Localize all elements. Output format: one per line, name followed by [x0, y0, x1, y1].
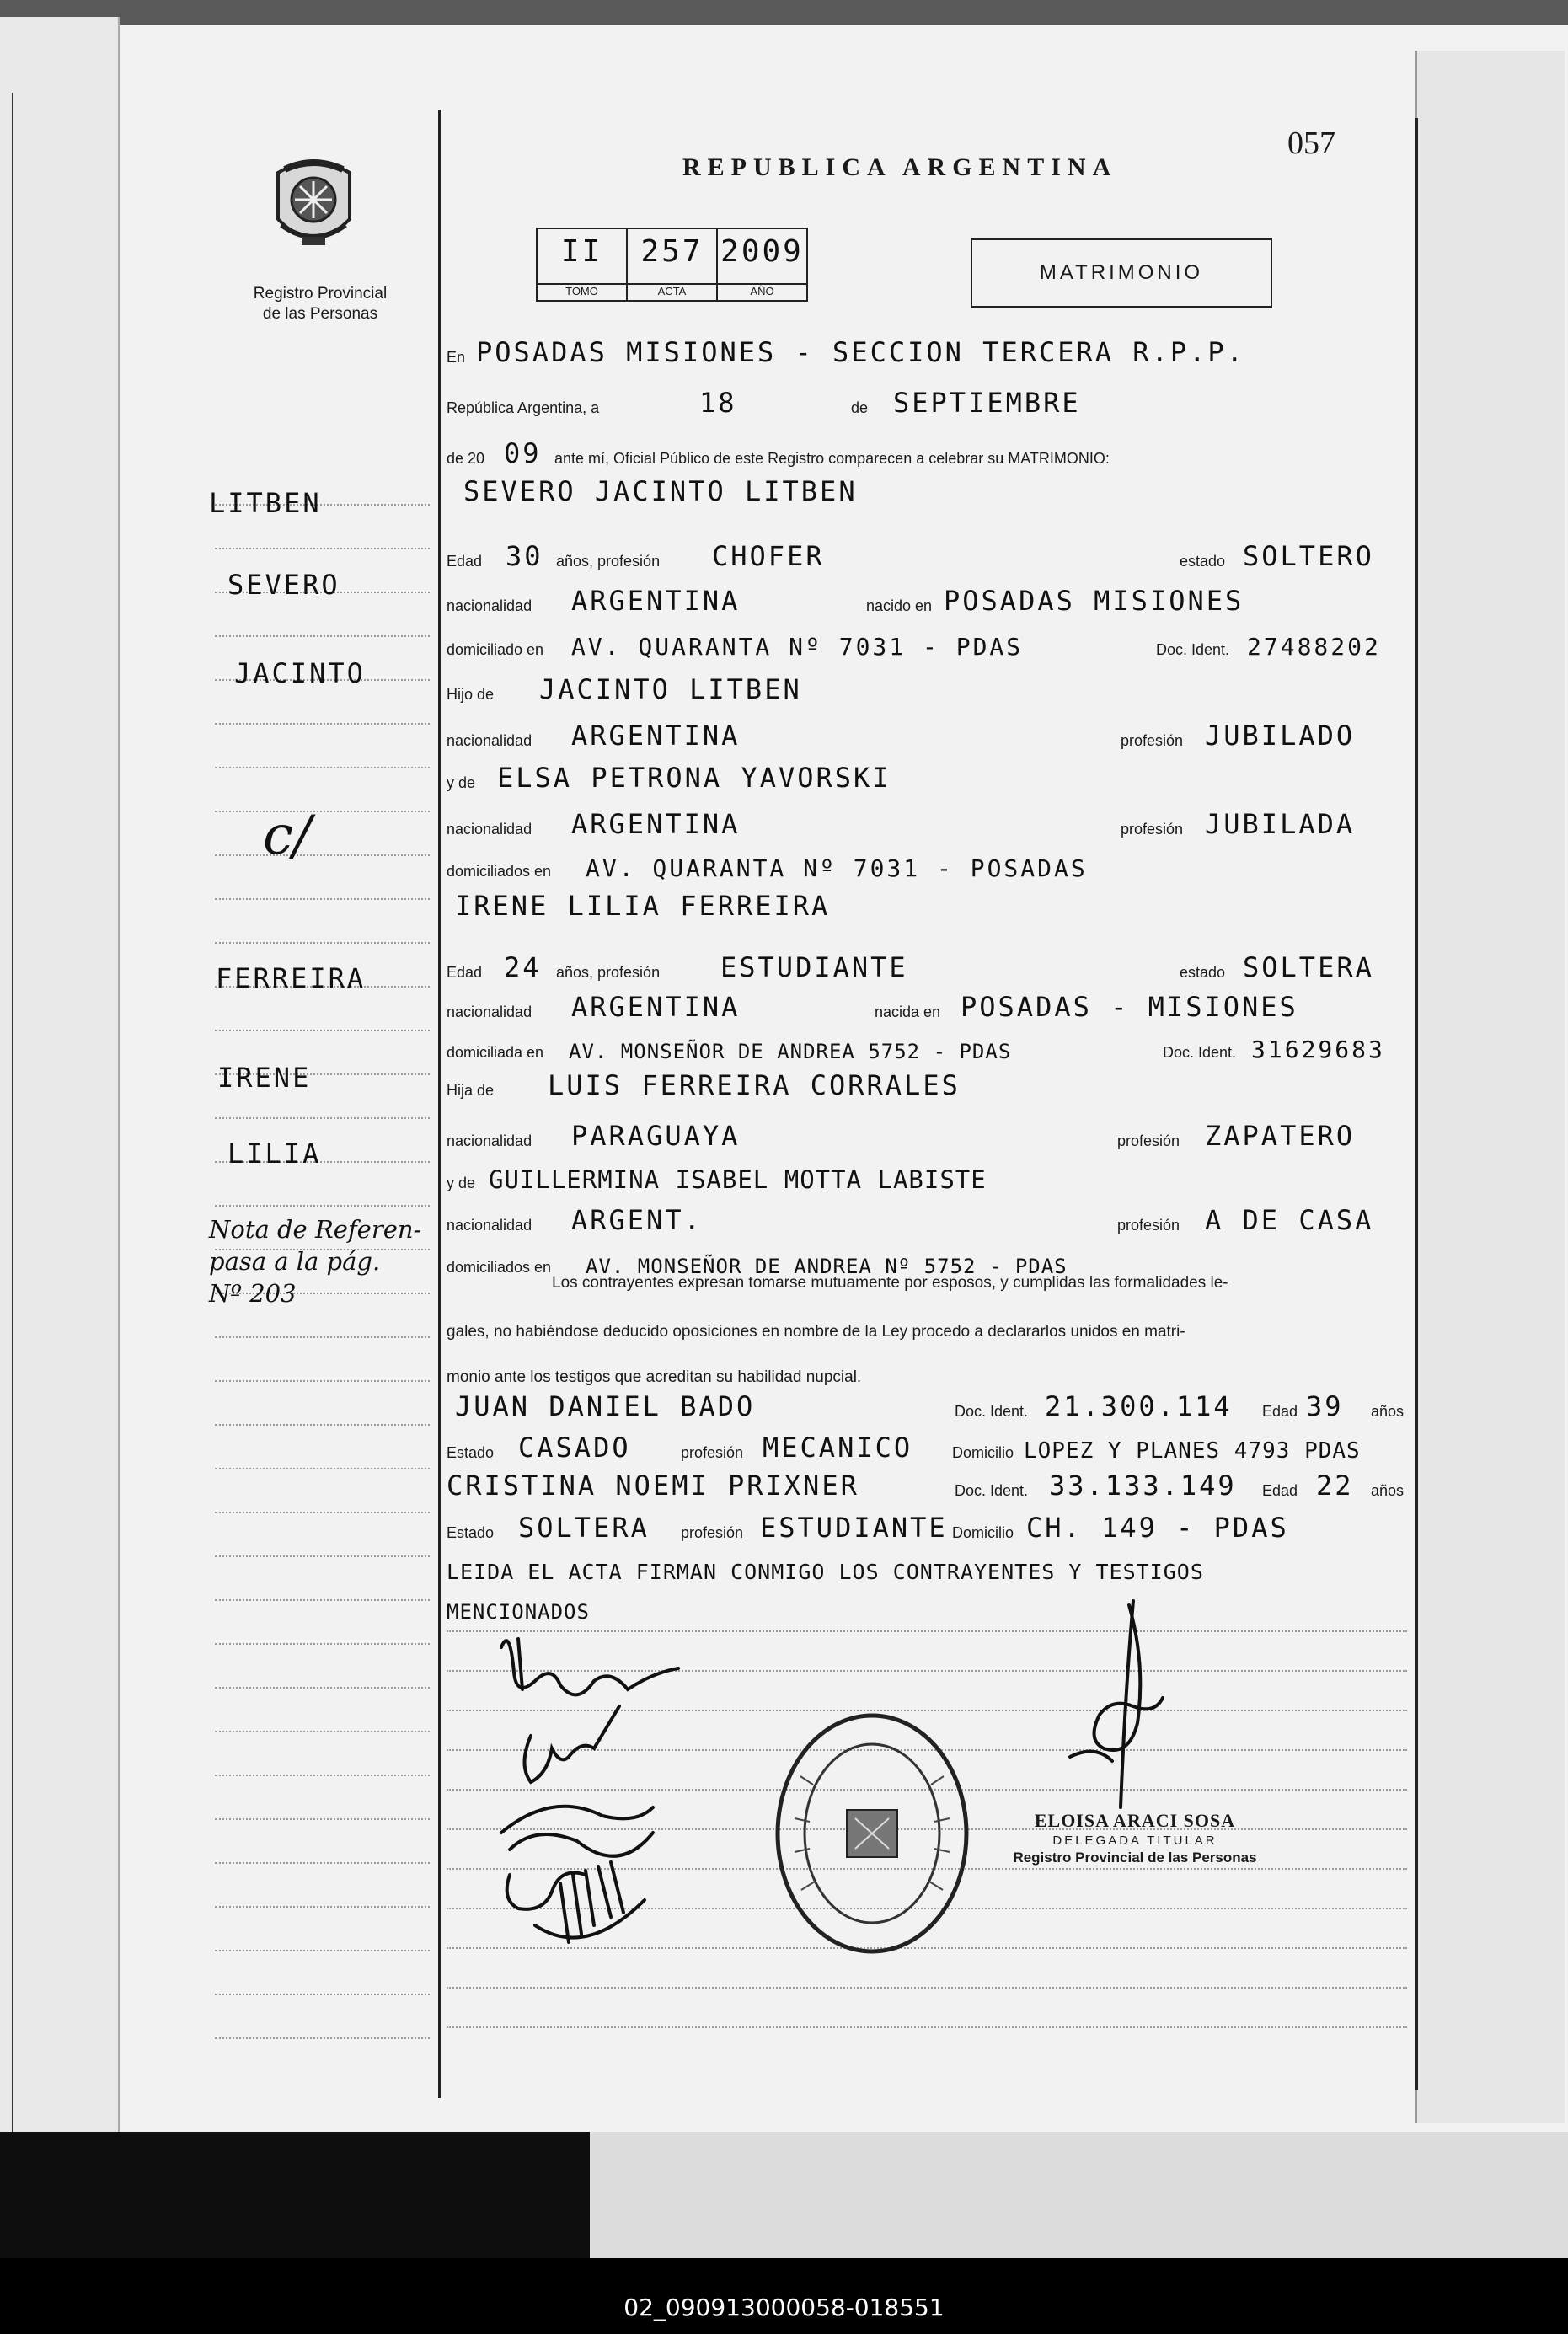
left-page-rule — [12, 93, 13, 2132]
bride-age: 24 — [504, 951, 542, 983]
bride-marital-status: SOLTERA — [1243, 951, 1374, 983]
year-suffix-value: 09 — [504, 437, 542, 469]
groom-mother: ELSA PETRONA YAVORSKI — [497, 762, 891, 794]
margin-rule-line — [215, 1555, 430, 1557]
year-cell — [718, 229, 806, 300]
witness-1-anos-label: años — [1371, 1403, 1405, 1420]
witness-1-address: LOPEZ Y PLANES 4793 PDAS — [1024, 1438, 1361, 1464]
margin-rule-line — [215, 548, 430, 549]
bride-mother-nationality: ARGENT. — [571, 1204, 703, 1236]
bride-address-row — [447, 1028, 1407, 1068]
witness-2-doc-label: Doc. Ident. — [955, 1482, 1029, 1499]
witness-2-name: CRISTINA NOEMI PRIXNER — [447, 1469, 859, 1502]
groom-yde-label: y de — [447, 774, 476, 791]
margin-note-line-2: pasa a la pág. — [209, 1247, 381, 1276]
witness-1-status-label: Estado — [447, 1444, 495, 1461]
margin-bride-first-name: IRENE — [217, 1062, 312, 1094]
groom-doc-label: Doc. Ident. — [1156, 641, 1230, 658]
month-value: SEPTIEMBRE — [893, 387, 1081, 419]
handwritten-signatures — [484, 1622, 704, 1976]
groom-parents-address-row — [447, 847, 1407, 887]
groom-father-prof-label: profesión — [1121, 732, 1184, 749]
official-role: DELEGADA TITULAR — [1052, 1833, 1217, 1848]
groom-father-nat-label: nacionalidad — [447, 732, 532, 749]
country-title: REPUBLICA ARGENTINA — [682, 153, 1118, 181]
margin-rule-line — [215, 1512, 430, 1513]
file-caption: 02_090913000058-018551 — [623, 2294, 945, 2321]
body-rule-line — [447, 1987, 1407, 1989]
margin-rule-line — [215, 1380, 430, 1382]
margin-reference-note — [209, 1213, 421, 1309]
bride-mother-nat-row — [447, 1201, 1407, 1241]
groom-father: JACINTO LITBEN — [539, 673, 802, 705]
witness-1-doc-id: 21.300.114 — [1045, 1390, 1233, 1422]
margin-rule-line — [215, 942, 430, 944]
official-seal-icon — [771, 1709, 973, 1958]
groom-age-label: Edad — [447, 553, 483, 570]
witness-2-anos-label: años — [1371, 1482, 1405, 1499]
witness-2-status-label: Estado — [447, 1524, 495, 1541]
groom-parents-address: AV. QUARANTA Nº 7031 - POSADAS — [586, 854, 1088, 882]
closing-line-1: LEIDA EL ACTA FIRMAN CONMIGO LOS CONTRAYENTES Y TESTIGOS — [447, 1560, 1204, 1584]
tomo-label: TOMO — [538, 283, 626, 300]
bride-father-nat-label: nacionalidad — [447, 1132, 532, 1149]
margin-rule-line — [215, 854, 430, 856]
margin-groom-first-name: SEVERO — [227, 569, 340, 601]
groom-father-nationality: ARGENTINA — [571, 720, 741, 752]
groom-profession: CHOFER — [712, 540, 825, 572]
bride-birthplace-label: nacida en — [875, 1004, 941, 1020]
groom-mother-prof-label: profesión — [1121, 821, 1184, 838]
margin-rule-line — [215, 723, 430, 725]
acta-value: 257 — [640, 234, 704, 269]
bride-mother-prof-label: profesión — [1117, 1217, 1180, 1234]
witness-1-status: CASADO — [518, 1432, 631, 1464]
registry-label: Registro Provincial de las Personas — [253, 285, 388, 323]
groom-father-nat-row — [447, 716, 1407, 757]
witness-1-age-label: Edad — [1262, 1403, 1298, 1420]
acta-cell — [628, 229, 718, 300]
margin-rule-line — [215, 1862, 430, 1864]
bride-address-label: domiciliada en — [447, 1044, 544, 1061]
groom-father-row — [447, 670, 1407, 710]
witness-2-row — [447, 1466, 1407, 1507]
groom-birthplace: POSADAS MISIONES — [944, 585, 1244, 617]
margin-rule-line — [215, 1117, 430, 1119]
bride-nationality: ARGENTINA — [571, 991, 741, 1023]
page-number: 057 — [1287, 126, 1335, 161]
body-rule-line — [447, 2026, 1407, 2028]
bride-father-prof-label: profesión — [1117, 1132, 1180, 1149]
bride-full-name: IRENE LILIA FERREIRA — [455, 890, 831, 922]
groom-age: 30 — [506, 540, 543, 572]
margin-rule-line — [215, 1643, 430, 1645]
groom-birthplace-label: nacido en — [866, 597, 933, 614]
margin-rule-line — [215, 1731, 430, 1732]
margin-note-line-3: Nº 203 — [209, 1279, 297, 1308]
year-label: AÑO — [718, 283, 806, 300]
groom-mother-profession: JUBILADA — [1205, 808, 1356, 840]
scan-background-bottom — [0, 2132, 590, 2258]
bride-father-profession: ZAPATERO — [1205, 1120, 1356, 1152]
bride-profession: ESTUDIANTE — [720, 951, 908, 983]
bride-mother-row — [447, 1159, 1407, 1199]
groom-mother-row — [447, 758, 1407, 799]
margin-rule-line — [215, 635, 430, 637]
margin-rule-line — [215, 898, 430, 900]
witness-1-profession-label: profesión — [681, 1444, 744, 1461]
place-value: POSADAS MISIONES - SECCION TERCERA R.P.P. — [476, 336, 1245, 368]
appearance-row — [447, 434, 1407, 474]
record-type-box: MATRIMONIO — [971, 238, 1272, 308]
right-border — [1415, 118, 1418, 2090]
bride-address: AV. MONSEÑOR DE ANDREA 5752 - PDAS — [569, 1040, 1012, 1063]
official-organization: Registro Provincial de las Personas — [1013, 1850, 1257, 1866]
page-below — [590, 2132, 1568, 2258]
closing-row-1 — [447, 1549, 1407, 1589]
witness-1-detail-row — [447, 1428, 1407, 1469]
witness-2-profession: ESTUDIANTE — [760, 1512, 948, 1544]
bride-doc-label: Doc. Ident. — [1163, 1044, 1237, 1061]
margin-rule-line — [215, 2037, 430, 2039]
bride-nationality-label: nacionalidad — [447, 1004, 532, 1020]
bride-name-row — [447, 886, 1407, 927]
appearance-text: ante mí, Oficial Público de este Registro comparecen a celebrar su MATRIMONIO: — [554, 450, 1110, 467]
place-label: En — [447, 349, 466, 366]
groom-doc-id: 27488202 — [1247, 633, 1381, 661]
bride-hija-label: Hija de — [447, 1082, 495, 1099]
margin-rule-line — [215, 1468, 430, 1469]
witness-2-doc-id: 33.133.149 — [1049, 1469, 1237, 1502]
witness-2-age: 22 — [1316, 1469, 1354, 1502]
bride-mother-nat-label: nacionalidad — [447, 1217, 532, 1234]
margin-rule-line — [215, 1599, 430, 1601]
groom-address: AV. QUARANTA Nº 7031 - PDAS — [571, 633, 1024, 661]
bride-parents-address: AV. MONSEÑOR DE ANDREA Nº 5752 - PDAS — [586, 1255, 1068, 1278]
groom-nationality: ARGENTINA — [571, 585, 741, 617]
margin-rule-line — [215, 1906, 430, 1908]
groom-marital-status: SOLTERO — [1243, 540, 1374, 572]
margin-rule-line — [215, 1818, 430, 1820]
page-edge — [1415, 51, 1565, 2123]
groom-profession-label: años, profesión — [556, 553, 661, 570]
margin-rule-line — [215, 1687, 430, 1689]
bride-yde-label: y de — [447, 1175, 476, 1191]
groom-address-label: domiciliado en — [447, 641, 544, 658]
margin-rule-line — [215, 1775, 430, 1776]
witness-2-address: CH. 149 - PDAS — [1026, 1512, 1289, 1544]
bride-father-row — [447, 1066, 1407, 1106]
groom-mother-nationality: ARGENTINA — [571, 808, 741, 840]
left-facing-page — [0, 17, 120, 2157]
bride-father-nat-row — [447, 1116, 1407, 1157]
groom-mother-nat-label: nacionalidad — [447, 821, 532, 838]
republica-label: República Argentina, a — [447, 399, 600, 416]
witness-1-row — [447, 1387, 1407, 1427]
bride-father-nationality: PARAGUAYA — [571, 1120, 741, 1152]
official-stamp — [996, 1810, 1274, 1866]
place-row — [447, 333, 1407, 373]
bride-mother: GUILLERMINA ISABEL MOTTA LABISTE — [489, 1165, 987, 1194]
witness-2-profession-label: profesión — [681, 1524, 744, 1541]
groom-age-row — [447, 537, 1407, 577]
bride-doc-id: 31629683 — [1251, 1036, 1385, 1063]
witness-1-age: 39 — [1306, 1390, 1344, 1422]
bride-parents-address-label: domiciliados en — [447, 1259, 552, 1276]
margin-rule-line — [215, 811, 430, 812]
year-value: 2009 — [720, 234, 804, 269]
official-name: ELOISA ARACI SOSA — [1034, 1810, 1236, 1831]
groom-status-label: estado — [1180, 553, 1226, 570]
witness-2-detail-row — [447, 1508, 1407, 1549]
groom-name-row — [447, 472, 1407, 512]
year-prefix-label: de 20 — [447, 450, 485, 467]
groom-nationality-label: nacionalidad — [447, 597, 532, 614]
bride-nationality-row — [447, 988, 1407, 1028]
margin-rule-line — [215, 1950, 430, 1951]
witness-1-name: JUAN DANIEL BADO — [455, 1390, 756, 1422]
margin-conjunction: c/ — [263, 805, 312, 867]
acta-label: ACTA — [628, 283, 716, 300]
tomo-value: II — [560, 234, 603, 269]
bride-age-row — [447, 948, 1407, 988]
declaration-line-3: monio ante los testigos que acreditan su habilidad nupcial. — [447, 1368, 862, 1386]
margin-rule-line — [215, 1424, 430, 1426]
margin-bride-second-name: LILIA — [227, 1138, 322, 1170]
groom-nationality-row — [447, 581, 1407, 622]
groom-full-name: SEVERO JACINTO LITBEN — [463, 475, 858, 507]
margin-note-line-1: Nota de Referen- — [209, 1215, 422, 1244]
witness-2-address-label: Domicilio — [952, 1524, 1014, 1541]
margin-rule-line — [215, 1994, 430, 1995]
groom-parents-address-label: domiciliados en — [447, 863, 552, 880]
book-reference-box — [536, 228, 808, 302]
closing-line-2: MENCIONADOS — [447, 1600, 590, 1624]
witness-2-status: SOLTERA — [518, 1512, 650, 1544]
margin-rule-line — [215, 1030, 430, 1031]
province-crest-icon — [261, 147, 367, 265]
bride-father: LUIS FERREIRA CORRALES — [548, 1069, 961, 1101]
groom-father-profession: JUBILADO — [1205, 720, 1356, 752]
margin-rule-line — [215, 1336, 430, 1338]
margin-rule-line — [215, 1205, 430, 1207]
bride-age-label: Edad — [447, 964, 483, 981]
de-label: de — [851, 399, 869, 416]
declaration-line-2: gales, no habiéndose deducido oposiciones en nombre de la Ley procedo a declararlos unidos en matri- — [447, 1323, 1185, 1341]
bride-profession-label: años, profesión — [556, 964, 661, 981]
margin-groom-second-name: JACINTO — [234, 657, 366, 689]
groom-hijo-label: Hijo de — [447, 686, 495, 703]
witness-1-doc-label: Doc. Ident. — [955, 1403, 1029, 1420]
groom-address-row — [447, 625, 1407, 666]
witness-1-address-label: Domicilio — [952, 1444, 1014, 1461]
declaration-line-1: Los contrayentes expresan tomarse mutuamente por esposos, y cumplidas las formalidades le- — [552, 1274, 1228, 1292]
margin-bride-surname: FERREIRA — [216, 962, 367, 994]
margin-groom-surname: LITBEN — [209, 487, 322, 519]
witness-1-profession: MECANICO — [763, 1432, 913, 1464]
margin-divider — [438, 110, 441, 2098]
date-row — [447, 383, 1407, 424]
groom-mother-nat-row — [447, 805, 1407, 845]
witness-2-age-label: Edad — [1262, 1482, 1298, 1499]
margin-rule-line — [215, 767, 430, 768]
bride-status-label: estado — [1180, 964, 1226, 981]
bride-birthplace: POSADAS - MISIONES — [961, 991, 1298, 1023]
bride-mother-profession: A DE CASA — [1205, 1204, 1374, 1236]
tomo-cell — [538, 229, 628, 300]
day-value: 18 — [699, 387, 737, 419]
